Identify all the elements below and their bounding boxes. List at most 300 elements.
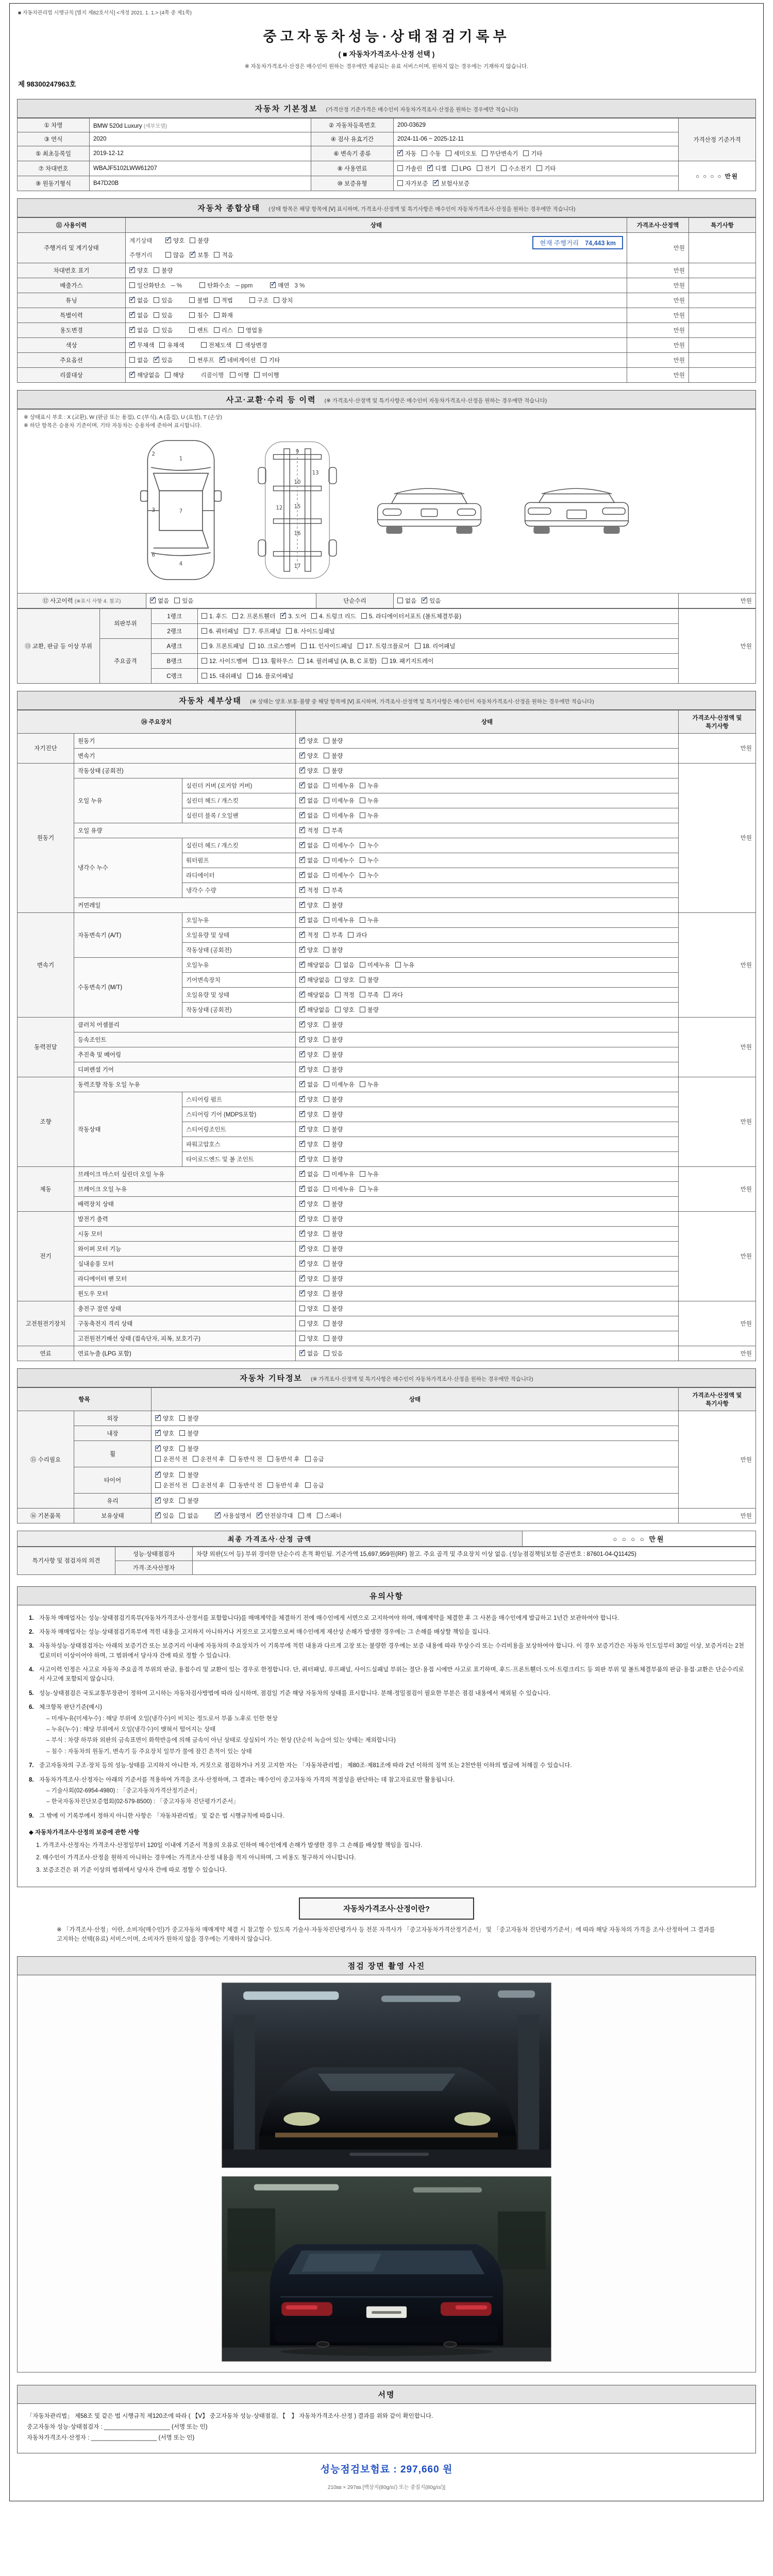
checkbox-option[interactable] <box>299 767 318 775</box>
checkbox-option[interactable] <box>299 826 318 835</box>
checkbox-option[interactable] <box>299 901 318 909</box>
checkbox-icon <box>179 1446 185 1451</box>
checkbox-option[interactable] <box>299 1110 318 1118</box>
checkbox-option[interactable] <box>299 782 318 790</box>
checkbox-option[interactable] <box>129 356 148 364</box>
checkbox-icon <box>298 658 304 664</box>
price-base-value: ○ ○ ○ ○ 만원 <box>679 161 756 191</box>
checkbox-option[interactable] <box>299 1095 318 1104</box>
checkbox-option[interactable] <box>244 627 281 635</box>
checkbox-option[interactable] <box>179 1497 198 1505</box>
checkbox-icon <box>324 798 329 803</box>
checkbox-option[interactable] <box>360 991 379 999</box>
checkbox-option[interactable] <box>324 1334 343 1343</box>
checkbox-option[interactable] <box>452 165 472 172</box>
checkbox-option[interactable] <box>395 961 414 969</box>
checkbox-option[interactable] <box>267 1481 300 1489</box>
checkbox-option[interactable] <box>214 311 233 319</box>
mileage-value: 74,443 km <box>585 240 616 247</box>
checkbox-option[interactable] <box>324 1170 354 1178</box>
checkbox-option[interactable] <box>299 1185 318 1193</box>
checkbox-option[interactable] <box>324 767 343 775</box>
checkbox-option[interactable] <box>324 1080 354 1089</box>
rank-items <box>198 623 679 638</box>
checkbox-option[interactable] <box>324 1290 343 1298</box>
checkbox-icon <box>324 1096 329 1102</box>
checkbox-option[interactable] <box>348 931 367 939</box>
checkbox-option[interactable] <box>189 311 208 319</box>
warranty-item: 2. 매수인이 가격조사·산정을 원하지 아니하는 경우에는 가격조사·산정 내용을 적지 아니하며, 그 비용도 청구하지 아니합니다. <box>36 1854 356 1861</box>
checkbox-option[interactable] <box>190 236 209 245</box>
checkbox-label: 기타 <box>531 151 543 157</box>
pricing-info-button[interactable]: 자동차가격조사·산정이란? <box>299 1897 474 1920</box>
checkbox-label: 있음 <box>161 328 173 334</box>
checkbox-option[interactable] <box>299 1215 318 1223</box>
notice-item <box>29 1665 744 1684</box>
checkbox-option[interactable] <box>201 627 239 635</box>
checkbox-option[interactable] <box>360 871 379 879</box>
checkbox-icon <box>249 643 255 649</box>
checkbox-option[interactable] <box>324 1155 343 1163</box>
state-cell <box>296 1122 679 1137</box>
checkbox-option[interactable] <box>360 841 379 850</box>
device-part-label: 실린더 커버 (로커암 커버) <box>182 778 296 793</box>
checkbox-option[interactable] <box>154 296 173 304</box>
checkbox-option[interactable] <box>361 612 461 620</box>
checkbox-option[interactable] <box>280 612 306 620</box>
checkbox-option[interactable] <box>299 1155 318 1163</box>
checkbox-option[interactable] <box>299 1349 318 1358</box>
checkbox-option[interactable] <box>129 296 148 304</box>
checkbox-option[interactable] <box>129 371 160 379</box>
checkbox-option[interactable] <box>299 1050 318 1059</box>
checkbox-label: 있음 <box>161 358 173 364</box>
checkbox-option[interactable] <box>305 1455 324 1463</box>
section-title: 사고·교환·수리 등 이력 <box>226 396 316 404</box>
checkbox-icon <box>189 312 195 318</box>
checkbox-option[interactable] <box>129 341 154 349</box>
checkbox-option[interactable] <box>324 1200 343 1208</box>
price-cell: 만원 <box>679 1077 756 1166</box>
checkbox-label: 있음 <box>163 1513 175 1519</box>
checkbox-icon <box>324 857 329 863</box>
notice-number: 8. <box>29 1776 34 1783</box>
checkbox-option[interactable] <box>299 1170 318 1178</box>
checkbox-option[interactable] <box>324 1215 343 1223</box>
checkbox-option[interactable] <box>214 251 233 259</box>
checkbox-option[interactable] <box>482 149 518 158</box>
checkbox-option[interactable] <box>299 737 318 745</box>
note-cell <box>689 233 756 263</box>
field-label: ① 차명 <box>18 118 90 132</box>
checkbox-option[interactable] <box>397 179 428 188</box>
checkbox-icon <box>324 812 329 818</box>
checkbox-option[interactable] <box>237 341 267 349</box>
checkbox-option[interactable] <box>299 1230 318 1238</box>
checkbox-option[interactable] <box>201 642 244 650</box>
checkbox-option[interactable] <box>324 841 354 850</box>
checkbox-option[interactable] <box>324 1095 343 1104</box>
checkbox-option[interactable] <box>397 597 416 605</box>
checkbox-label: 누수 <box>367 857 379 864</box>
checkbox-label: 리스 <box>221 328 233 334</box>
detail-row <box>18 957 756 972</box>
checkbox-option[interactable] <box>150 597 169 605</box>
table-row <box>18 368 756 383</box>
inspector-role-label: 성능·상태점검자 <box>115 1547 193 1561</box>
checkbox-option[interactable] <box>165 371 184 379</box>
checkbox-option[interactable] <box>298 657 376 665</box>
field-label: ⑨ 원동기형식 <box>18 176 90 191</box>
current-mileage-chip <box>532 236 623 249</box>
checkbox-icon <box>155 1430 161 1436</box>
checkbox-option[interactable] <box>190 251 209 259</box>
checkbox-option[interactable] <box>415 642 456 650</box>
section-signature <box>17 2385 756 2476</box>
checkbox-icon <box>360 1171 365 1177</box>
checkbox-option[interactable] <box>360 856 379 865</box>
checkbox-option[interactable] <box>335 1006 354 1014</box>
checkbox-option[interactable] <box>230 1455 262 1463</box>
checkbox-option[interactable] <box>446 149 476 158</box>
checkbox-option[interactable] <box>155 1445 174 1453</box>
svg-text:6: 6 <box>152 552 155 558</box>
checkbox-label: 없음 <box>307 812 319 819</box>
checkbox-option[interactable] <box>193 1481 225 1489</box>
checkbox-option[interactable] <box>274 296 293 304</box>
checkbox-option[interactable] <box>253 657 294 665</box>
checkbox-option[interactable] <box>536 164 556 173</box>
checkbox-icon <box>348 932 354 938</box>
checkbox-option[interactable] <box>249 642 296 650</box>
rank-items <box>198 653 679 668</box>
checkbox-option[interactable] <box>261 356 280 364</box>
column-header: 가격조사·산정액 <box>627 218 689 233</box>
checkbox-option[interactable] <box>324 916 354 924</box>
checkbox-option[interactable] <box>299 916 318 924</box>
checkbox-option[interactable] <box>193 1455 225 1463</box>
notice-number: 1. <box>29 1615 34 1621</box>
device-part-label: 실린더 헤드 / 개스킷 <box>182 838 296 853</box>
checkbox-option[interactable] <box>324 826 343 835</box>
checkbox-option[interactable] <box>299 1080 318 1089</box>
checkbox-option[interactable] <box>324 752 343 760</box>
checkbox-option[interactable] <box>179 1445 198 1453</box>
checkbox-option[interactable] <box>360 961 390 969</box>
checkbox-option[interactable] <box>174 597 193 605</box>
checkbox-label: 불량 <box>331 1052 343 1058</box>
field-label: ⑩ 보증유형 <box>311 176 394 191</box>
checkbox-option[interactable] <box>301 642 352 650</box>
checkbox-option[interactable] <box>299 976 330 984</box>
checkbox-option[interactable] <box>324 886 343 894</box>
checkbox-icon <box>299 857 305 863</box>
checkbox-label: 과다 <box>356 932 367 939</box>
checkbox-option[interactable] <box>324 737 343 745</box>
checkbox-option[interactable] <box>299 1140 318 1148</box>
checkbox-option[interactable] <box>270 281 289 290</box>
checkbox-option[interactable] <box>360 796 379 805</box>
checkbox-option[interactable] <box>324 1260 343 1268</box>
checkbox-option[interactable] <box>129 266 148 275</box>
checkbox-option[interactable] <box>230 371 249 379</box>
checkbox-label: 누유 <box>367 1186 379 1193</box>
checkbox-option[interactable] <box>324 1110 343 1118</box>
checkbox-option[interactable] <box>215 1512 251 1520</box>
checkbox-label: 누유 <box>367 798 379 804</box>
checkbox-option[interactable] <box>298 1512 312 1520</box>
checkbox-icon <box>189 297 195 303</box>
checkbox-option[interactable] <box>324 1319 343 1328</box>
checkbox-option[interactable] <box>299 841 318 850</box>
checkbox-option[interactable] <box>299 1290 318 1298</box>
checkbox-option[interactable] <box>299 1021 318 1029</box>
checkbox-option[interactable] <box>360 811 379 820</box>
checkbox-option[interactable] <box>324 811 354 820</box>
checkbox-icon <box>523 150 529 156</box>
checkbox-option[interactable] <box>230 1481 262 1489</box>
checkbox-option[interactable] <box>324 1245 343 1253</box>
checkbox-option[interactable] <box>324 1065 343 1074</box>
checkbox-option[interactable] <box>360 916 379 924</box>
checkbox-icon <box>299 1066 305 1072</box>
checkbox-option[interactable] <box>299 1245 318 1253</box>
checkbox-label: 미세누유 <box>331 783 355 789</box>
checkbox-option[interactable] <box>422 597 441 605</box>
checkbox-icon <box>422 598 427 603</box>
checkbox-option[interactable] <box>189 326 208 334</box>
checkbox-label: 운전석 전 <box>163 1482 188 1489</box>
checkbox-option[interactable] <box>165 236 184 245</box>
checkbox-option[interactable] <box>433 179 469 188</box>
checkbox-option[interactable] <box>154 311 173 319</box>
checkbox-option[interactable] <box>155 1497 174 1505</box>
checkbox-option[interactable] <box>397 149 416 158</box>
checkbox-option[interactable] <box>324 871 354 879</box>
checkbox-option[interactable] <box>201 612 227 620</box>
checkbox-option[interactable] <box>324 931 343 939</box>
checkbox-option[interactable] <box>232 612 275 620</box>
checkbox-option[interactable] <box>257 1512 293 1520</box>
checkbox-option[interactable] <box>299 886 318 894</box>
checkbox-option[interactable] <box>335 961 354 969</box>
checkbox-option[interactable] <box>360 1185 379 1193</box>
checkbox-option[interactable] <box>299 796 318 805</box>
checkbox-icon <box>129 327 135 333</box>
mileage-amount-line <box>129 250 623 260</box>
checkbox-option[interactable] <box>299 871 318 879</box>
checkbox-option[interactable] <box>254 371 279 379</box>
detail-row <box>18 1286 756 1301</box>
checkbox-option[interactable] <box>299 1036 318 1044</box>
device-item-label: 변속기 <box>74 748 296 763</box>
checkbox-option[interactable] <box>299 1319 318 1328</box>
checkbox-option[interactable] <box>335 991 354 999</box>
device-item-label: 자동변속기 (A/T) <box>74 912 182 957</box>
checkbox-icon <box>324 753 329 758</box>
checkbox-label: 전체도색 <box>208 343 232 349</box>
checkbox-option[interactable] <box>155 1512 174 1520</box>
detail-row <box>18 1226 756 1241</box>
device-part-label: 오일누유 <box>182 912 296 927</box>
checkbox-option[interactable] <box>305 1481 324 1489</box>
state-cell <box>296 927 679 942</box>
checkbox-label: 불량 <box>331 1261 343 1267</box>
checkbox-option[interactable] <box>155 1481 188 1489</box>
checkbox-option[interactable] <box>317 1512 342 1520</box>
checkbox-option[interactable] <box>335 976 354 984</box>
checkbox-option[interactable] <box>523 149 542 158</box>
checkbox-label: 불량 <box>161 268 173 274</box>
checkbox-option[interactable] <box>324 1021 343 1029</box>
checkbox-option[interactable] <box>201 341 231 349</box>
checkbox-option[interactable] <box>129 326 148 334</box>
checkbox-option[interactable] <box>324 796 354 805</box>
checkbox-option[interactable] <box>299 946 318 954</box>
checkbox-option[interactable] <box>324 901 343 909</box>
checkbox-option[interactable] <box>299 931 318 939</box>
checkbox-option[interactable] <box>358 642 410 650</box>
price-cell: 만원 <box>679 1166 756 1211</box>
checkbox-option[interactable] <box>324 1230 343 1238</box>
checkbox-option[interactable] <box>238 326 263 334</box>
checkbox-option[interactable] <box>299 961 330 969</box>
checkbox-icon <box>433 180 439 186</box>
checkbox-option[interactable] <box>155 1414 174 1422</box>
checkbox-option[interactable] <box>384 991 403 999</box>
checkbox-option[interactable] <box>427 164 446 173</box>
table-row <box>18 593 756 608</box>
checkbox-option[interactable] <box>299 752 318 760</box>
checkbox-option[interactable] <box>129 281 166 290</box>
checkbox-option[interactable] <box>422 149 441 158</box>
checkbox-option[interactable] <box>360 1006 379 1014</box>
accident-history-options <box>146 593 316 608</box>
checkbox-option[interactable] <box>155 1471 174 1479</box>
checkbox-option[interactable] <box>165 251 184 259</box>
row-label: 배출가스 <box>18 278 126 293</box>
notice-number: 6. <box>29 1704 34 1711</box>
checkbox-option[interactable] <box>179 1429 198 1437</box>
checkbox-option[interactable] <box>397 164 422 173</box>
checkbox-option[interactable] <box>201 672 242 680</box>
checkbox-option[interactable] <box>299 1065 318 1074</box>
checkbox-option[interactable] <box>299 1304 318 1313</box>
checkbox-option[interactable] <box>324 1036 343 1044</box>
checkbox-option[interactable] <box>299 1200 318 1208</box>
checkbox-option[interactable] <box>155 1455 188 1463</box>
device-item-label: 클러치 어셈블리 <box>74 1017 296 1032</box>
checkbox-option[interactable] <box>247 672 294 680</box>
checkbox-option[interactable] <box>360 1080 379 1089</box>
checkbox-option[interactable] <box>299 1275 318 1283</box>
state-cell <box>296 1002 679 1017</box>
checkbox-option[interactable] <box>324 1304 343 1313</box>
checkbox-option[interactable] <box>382 657 434 665</box>
checkbox-option[interactable] <box>324 1140 343 1148</box>
checkbox-option[interactable] <box>324 1050 343 1059</box>
checkbox-option[interactable] <box>214 296 233 304</box>
option-text: ─ % <box>171 283 182 289</box>
checkbox-label: 양호 <box>307 1320 319 1327</box>
checkbox-option[interactable] <box>360 976 379 984</box>
checkbox-option[interactable] <box>286 627 334 635</box>
checkbox-option[interactable] <box>199 281 230 290</box>
section-note: (가격산정 기준가격은 매수인이 자동차가격조사·산정을 원하는 경우에만 적습니다) <box>326 107 518 113</box>
table-row <box>18 132 756 146</box>
checkbox-option[interactable] <box>324 946 343 954</box>
checkbox-option[interactable] <box>324 1185 354 1193</box>
price-cell: 만원 <box>627 353 689 368</box>
checkbox-label: 운전석 후 <box>200 1456 225 1463</box>
checkbox-option[interactable] <box>189 296 208 304</box>
checkbox-label: 있음 <box>429 598 441 604</box>
checkbox-option[interactable] <box>299 811 318 820</box>
checkbox-option[interactable] <box>360 1170 379 1178</box>
checkbox-label: 없음 <box>307 1081 319 1088</box>
checkbox-option[interactable] <box>324 1125 343 1133</box>
checkbox-option[interactable] <box>299 991 330 999</box>
checkbox-option[interactable] <box>311 612 356 620</box>
checkbox-option[interactable] <box>220 356 256 364</box>
car-top-view-diagram <box>137 435 225 585</box>
checkbox-option[interactable] <box>299 1006 330 1014</box>
checkbox-label: 없음 <box>158 598 170 604</box>
checkbox-label: 불량 <box>367 977 379 984</box>
row-label: 튜닝 <box>18 293 126 308</box>
checkbox-option[interactable] <box>324 1349 343 1358</box>
checkbox-option[interactable] <box>129 311 148 319</box>
device-group-label: 제동 <box>18 1166 74 1211</box>
checkbox-option[interactable] <box>154 266 173 275</box>
checkbox-option[interactable] <box>324 782 354 790</box>
checkbox-option[interactable] <box>155 1429 174 1437</box>
checkbox-option[interactable] <box>267 1455 300 1463</box>
state-cell <box>296 1241 679 1256</box>
notice-number: 5. <box>29 1690 34 1697</box>
checkbox-option[interactable] <box>477 164 496 173</box>
checkbox-option[interactable] <box>501 164 531 173</box>
detail-row <box>18 1331 756 1346</box>
checkbox-option[interactable] <box>360 782 379 790</box>
checkbox-option[interactable] <box>324 1275 343 1283</box>
checkbox-option[interactable] <box>214 326 233 334</box>
checkbox-label: 미세누유 <box>331 798 355 804</box>
section-title: 자동차 기본정보 <box>255 105 318 113</box>
checkbox-option[interactable] <box>159 341 184 349</box>
checkbox-label: 무채색 <box>137 343 155 349</box>
document-number: 제 98300247963호 <box>18 80 76 88</box>
checkbox-icon <box>230 1456 236 1462</box>
appraiser-signature-line: 자동차가격조사·산정자 : ____________________ (서명 또는 인) <box>27 2434 195 2441</box>
checkbox-option[interactable] <box>299 856 318 865</box>
checkbox-option[interactable] <box>154 326 173 334</box>
checkbox-label: 양호 <box>307 1096 319 1103</box>
checkbox-option[interactable] <box>324 856 354 865</box>
checkbox-option[interactable] <box>299 1334 318 1343</box>
checkbox-option[interactable] <box>189 356 214 364</box>
checkbox-option[interactable] <box>249 296 268 304</box>
checkbox-option[interactable] <box>154 356 173 364</box>
checkbox-option[interactable] <box>179 1471 198 1479</box>
legend-line: ※ 상태표시 부호 : X (교환), W (판금 또는 용접), C (부식), A (흠집), U (요철), T (손상) <box>24 414 222 420</box>
checkbox-option[interactable] <box>201 657 248 665</box>
checkbox-option[interactable] <box>179 1414 198 1422</box>
checkbox-icon <box>154 312 159 318</box>
checkbox-option[interactable] <box>299 1260 318 1268</box>
checkbox-option[interactable] <box>179 1512 198 1520</box>
checkbox-option[interactable] <box>299 1125 318 1133</box>
